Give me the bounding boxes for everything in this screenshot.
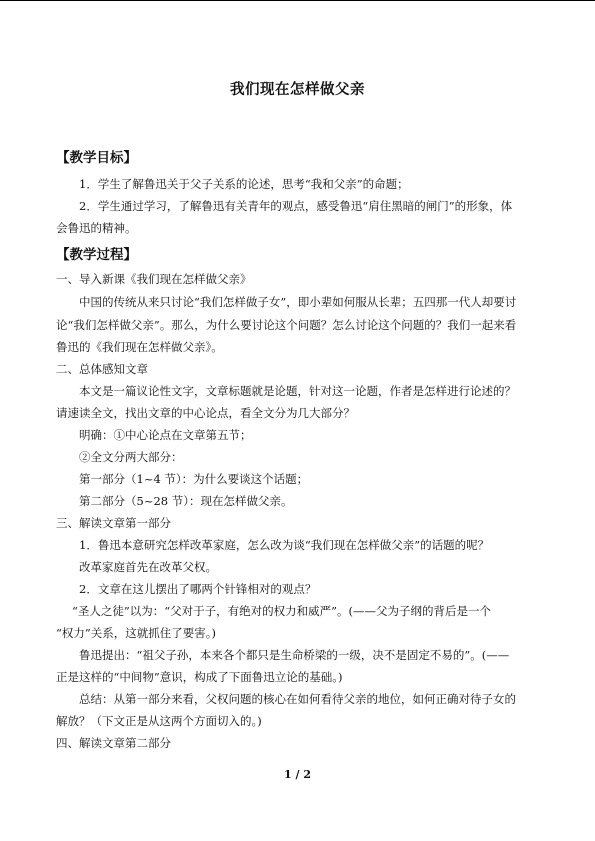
paragraph-line: 本文是一篇议论性文字，文章标题就是论题，针对这一论题，作者是怎样进行论述的？	[79, 384, 516, 398]
paragraph-line: 1．鲁迅本意研究怎样改革家庭，怎么改为谈“我们现在怎样做父亲”的话题的呢？	[79, 538, 490, 552]
paragraph-line: 请速读全文，找出文章的中心论点，看全文分为几大部分？	[56, 406, 355, 420]
heading-teaching-goals: 【教学目标】	[56, 150, 137, 166]
paragraph-line: ②全文分两大部分：	[79, 450, 183, 464]
paragraph-line: 鲁迅提出：“祖父子孙，本来各个都只是生命桥梁的一级，决不是固定不易的”。(——	[79, 648, 510, 662]
heading-teaching-process: 【教学过程】	[56, 247, 137, 263]
goal-line: 会鲁迅的精神。	[56, 221, 137, 235]
document-title: 我们现在怎样做父亲	[230, 82, 365, 98]
paragraph-line: 总结：从第一部分来看，父权问题的核心在如何看待父亲的地位，如何正确对待子女的	[79, 692, 516, 706]
paragraph-line: “圣人之徒”以为：“父对于子，有绝对的权力和威严”。(——父为子纲的背后是一个	[72, 604, 491, 618]
goal-line: 2．学生通过学习，了解鲁迅有关青年的观点，感受鲁迅“肩住黑暗的闸门”的形象，体	[79, 199, 513, 213]
section-heading: 三、解读文章第一部分	[56, 516, 171, 530]
paragraph-line: “权力”关系，这就抓住了要害。)	[56, 626, 216, 640]
paragraph-line: 论“我们怎样做父亲”。那么，为什么要讨论这个问题？怎么讨论这个问题的？我们一起来看	[56, 318, 517, 332]
goal-line: 1．学生了解鲁迅关于父子关系的论述，思考“我和父亲”的命题；	[79, 177, 409, 191]
section-heading: 一、导入新课《我们现在怎样做父亲》	[56, 272, 252, 286]
paragraph-line: 第一部分（1~4 节）：为什么要谈这个话题；	[79, 472, 309, 486]
paragraph-line: 中国的传统从来只讨论“我们怎样做子女”，即小辈如何服从长辈；五四那一代人却要讨	[79, 295, 517, 309]
paragraph-line: 解放？（下文正是从这两个方面切入的。)	[56, 714, 262, 728]
paragraph-line: 明确：①中心论点在文章第五节；	[79, 428, 252, 442]
paragraph-line: 2．文章在这儿摆出了哪两个针锋相对的观点？	[79, 582, 317, 596]
paragraph-line: 改革家庭首先在改革父权。	[79, 560, 217, 574]
paragraph-line: 正是这样的“中间物”意识，构成了下面鲁迅立论的基础。)	[56, 670, 343, 684]
section-heading: 二、总体感知文章	[56, 362, 148, 376]
paragraph-line: 第二部分（5~28 节）：现在怎样做父亲。	[79, 494, 293, 508]
page-top-rule	[0, 0, 595, 1]
paragraph-line: 鲁迅的《我们现在怎样做父亲》。	[56, 340, 223, 354]
page-number: 1 / 2	[284, 768, 311, 781]
section-heading: 四、解读文章第二部分	[56, 736, 171, 750]
